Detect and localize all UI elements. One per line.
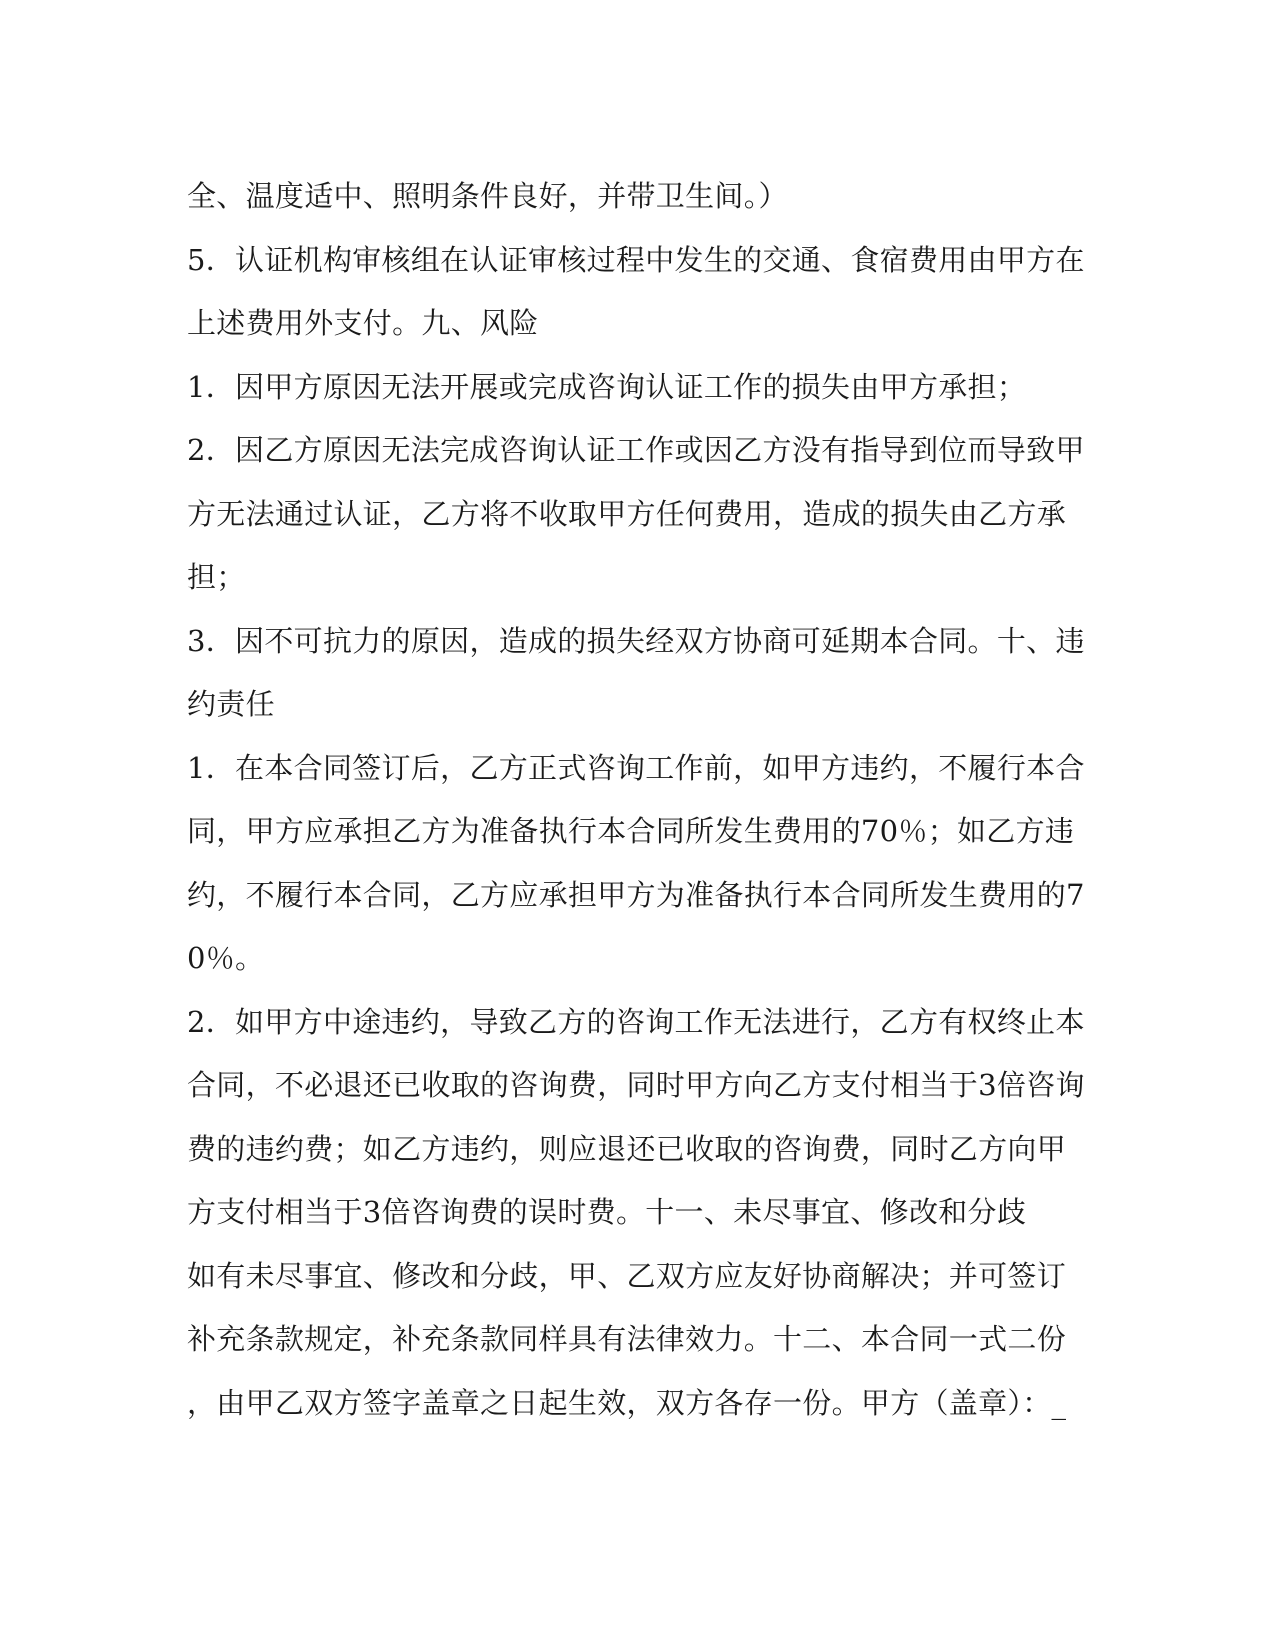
text-line: 上述费用外支付。九、风险 bbox=[187, 306, 539, 340]
text-line: ，由甲乙双方签字盖章之日起生效，双方各存一份。甲方（盖章）：_ bbox=[187, 1385, 1067, 1420]
text-line: 2．因乙方原因无法完成咨询认证工作或因乙方没有指导到位而导致甲 bbox=[187, 433, 1085, 467]
text-line: 3．因不可抗力的原因，造成的损失经双方协商可延期本合同。十、违 bbox=[187, 623, 1085, 658]
text-line: 方无法通过认证，乙方将不收取甲方任何费用，造成的损失由乙方承 bbox=[187, 496, 1067, 531]
text-line: 约，不履行本合同，乙方应承担甲方为准备执行本合同所发生费用的7 bbox=[187, 877, 1085, 912]
text-line: 5．认证机构审核组在认证审核过程中发生的交通、食宿费用由甲方在 bbox=[187, 242, 1085, 277]
text-line: 如有未尽事宜、修改和分歧，甲、乙双方应友好协商解决；并可签订 bbox=[187, 1258, 1067, 1293]
text-line: 全、温度适中、照明条件良好，并带卫生间。） bbox=[187, 179, 788, 213]
text-line: 同，甲方应承担乙方为准备执行本合同所发生费用的70％；如乙方违 bbox=[187, 814, 1075, 848]
text-line: 2．如甲方中途违约，导致乙方的咨询工作无法进行，乙方有权终止本 bbox=[187, 1004, 1085, 1039]
text-line: 约责任 bbox=[187, 687, 275, 721]
text-line: 0％。 bbox=[187, 941, 265, 975]
contract-text-block bbox=[187, 165, 1087, 1435]
text-line: 担； bbox=[187, 560, 246, 594]
text-line: 合同，不必退还已收取的咨询费，同时甲方向乙方支付相当于3倍咨询 bbox=[187, 1068, 1085, 1102]
text-line: 补充条款规定，补充条款同样具有法律效力。十二、本合同一式二份 bbox=[187, 1322, 1067, 1356]
text-line: 费的违约费；如乙方违约，则应退还已收取的咨询费，同时乙方向甲 bbox=[187, 1131, 1067, 1166]
text-line: 1．在本合同签订后，乙方正式咨询工作前，如甲方违约，不履行本合 bbox=[187, 750, 1085, 785]
text-line: 方支付相当于3倍咨询费的误时费。十一、未尽事宜、修改和分歧 bbox=[187, 1195, 1027, 1229]
text-line: 1．因甲方原因无法开展或完成咨询认证工作的损失由甲方承担； bbox=[187, 369, 1027, 404]
